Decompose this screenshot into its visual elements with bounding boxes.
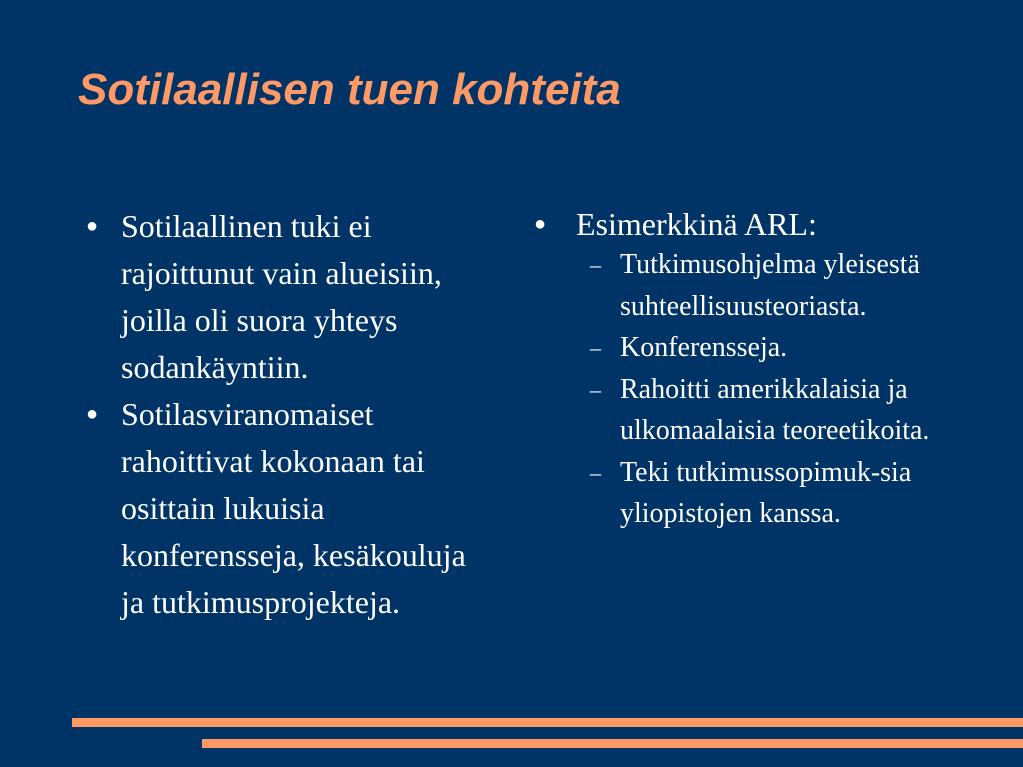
bullet-text: Esimerkkinä ARL: [576,206,817,242]
bullet-icon: ● [534,213,547,235]
bullet-item [534,201,974,248]
bullet-icon: ● [86,403,99,425]
bullet-text: Sotilasviranomaiset rahoittivat kokonaan tai osittain lukuisia konferensseja, kesäkouluja ja tutkimusprojekteja. [121,396,466,620]
slide-title: Sotilaallisen tuen kohteita [78,65,621,114]
bullet-text: Sotilaallinen tuki ei rajoittunut vain alueisiin, joilla oli suora yhteys sodankäyntiin. [121,208,442,385]
sub-item [576,327,974,369]
decorative-line-bottom [202,739,1023,748]
left-column [86,203,476,626]
sub-item [576,244,974,327]
bullet-item [86,391,476,626]
dash-icon: – [590,335,601,360]
dash-icon: – [590,376,601,402]
dash-icon: – [590,459,601,485]
sub-item-text: Konferensseja. [620,332,788,363]
sub-item-text: Tutkimusohjelma yleisestä suhteellisuusteoriasta. [620,249,920,322]
dash-icon: – [590,252,601,277]
sub-item-text: Teki tutkimussopimuk-sia yliopistojen kanssa. [620,456,912,529]
right-column [534,201,974,535]
sub-item-text: Rahoitti amerikkalaisia ja ulkomaalaisia teoreetikoita. [620,373,930,446]
sub-item [576,452,974,535]
bullet-icon: ● [86,215,99,237]
sub-list [576,244,974,535]
bullet-item [86,203,476,391]
sub-item [576,369,974,452]
decorative-line-top [72,718,1023,727]
